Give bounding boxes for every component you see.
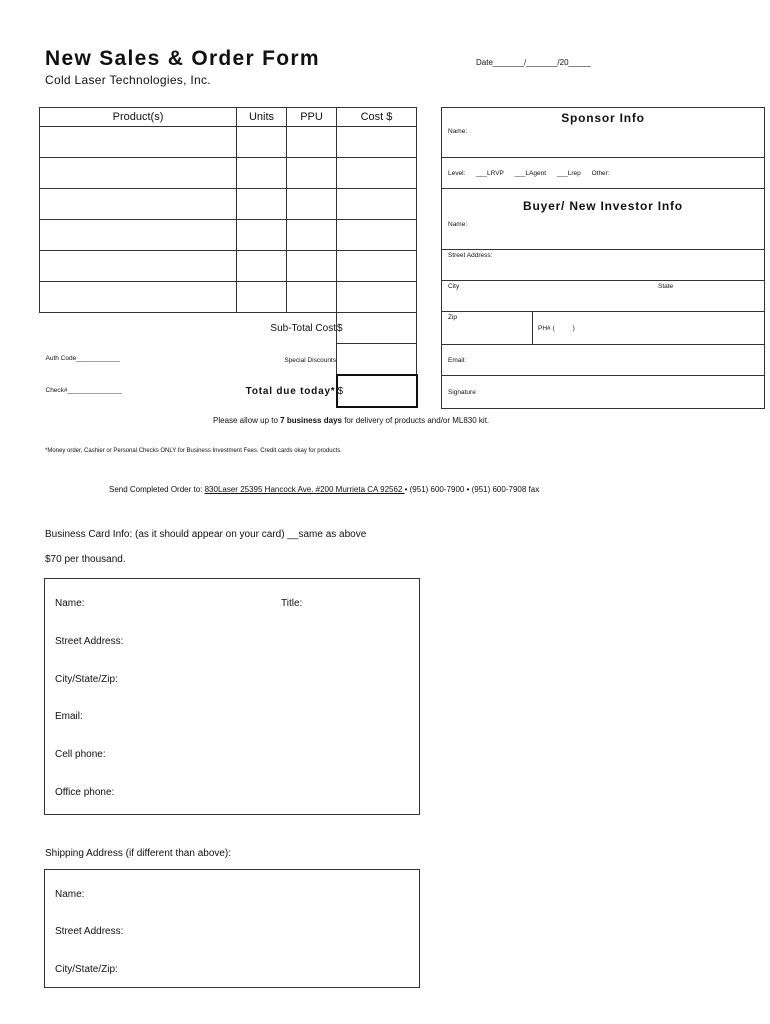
- bc-title-field[interactable]: Title:: [281, 598, 303, 609]
- cost-cell[interactable]: [337, 251, 417, 282]
- cost-cell[interactable]: [337, 127, 417, 158]
- ppu-cell[interactable]: [287, 251, 337, 282]
- ship-city-field[interactable]: City/State/Zip:: [55, 964, 118, 975]
- column-header-cost: Cost $: [337, 108, 417, 127]
- product-row: [40, 127, 417, 158]
- buyer-name-field[interactable]: Name:: [448, 221, 468, 228]
- total-row: [40, 375, 337, 407]
- ship-name-field[interactable]: Name:: [55, 889, 85, 900]
- units-cell[interactable]: [237, 189, 287, 220]
- units-cell[interactable]: [237, 158, 287, 189]
- sponsor-level-field[interactable]: Level: ___LRVP ___LAgent ___Lrep Other:: [448, 170, 610, 177]
- units-cell[interactable]: [237, 251, 287, 282]
- form-title: New Sales & Order Form: [45, 47, 320, 70]
- ppu-cell[interactable]: [287, 127, 337, 158]
- product-row: [40, 251, 417, 282]
- sponsor-level-row: [442, 158, 764, 189]
- mailing-address: 830Laser 25395 Hancock Ave. #200 Murrieta CA 92562: [204, 485, 405, 494]
- bc-street-field[interactable]: Street Address:: [55, 636, 124, 647]
- buyer-zip-field[interactable]: Zip: [448, 314, 458, 321]
- bc-email-field[interactable]: Email:: [55, 711, 83, 722]
- sponsor-name-row: [442, 108, 764, 158]
- product-cell[interactable]: [40, 220, 237, 251]
- shipping-intro: Shipping Address (if different than above):: [45, 848, 232, 859]
- sponsor-name-field[interactable]: Name:: [448, 128, 468, 135]
- bc-name-field[interactable]: Name:: [55, 598, 85, 609]
- business-card-price: $70 per thousand.: [45, 554, 126, 565]
- cost-cell[interactable]: [337, 189, 417, 220]
- discounts-label: Special Discounts: [284, 356, 336, 364]
- buyer-street-field[interactable]: Street Address:: [448, 252, 493, 259]
- ppu-cell[interactable]: [287, 282, 337, 313]
- company-name: Cold Laser Technologies, Inc.: [45, 73, 211, 87]
- buyer-signature-row: [442, 376, 764, 408]
- products-table: [39, 107, 418, 408]
- buyer-email-row: [442, 345, 764, 376]
- buyer-name-row: [442, 189, 764, 250]
- column-header-units: Units: [237, 108, 287, 127]
- buyer-state-field[interactable]: State: [658, 283, 674, 290]
- buyer-heading: Buyer/ New Investor Info: [523, 199, 683, 213]
- total-field[interactable]: $: [337, 375, 417, 407]
- shipping-box: [44, 869, 420, 988]
- units-cell[interactable]: [237, 220, 287, 251]
- sponsor-buyer-panel: [441, 107, 765, 409]
- column-header-ppu: PPU: [287, 108, 337, 127]
- column-header-products: Product(s): [40, 108, 237, 127]
- ppu-cell[interactable]: [287, 189, 337, 220]
- units-cell[interactable]: [237, 127, 287, 158]
- product-cell[interactable]: [40, 189, 237, 220]
- buyer-city-field[interactable]: City: [448, 283, 460, 290]
- subtotal-field[interactable]: $: [337, 313, 417, 344]
- auth-code-field[interactable]: Auth Code____________: [45, 354, 120, 362]
- discounts-row: [40, 344, 337, 376]
- product-cell[interactable]: [40, 282, 237, 313]
- total-label: Total due today*: [245, 385, 336, 397]
- subtotal-label: Sub-Total Cost: [270, 322, 336, 334]
- bc-office-field[interactable]: Office phone:: [55, 787, 115, 798]
- ppu-cell[interactable]: [287, 158, 337, 189]
- buyer-email-field[interactable]: Email:: [448, 357, 467, 364]
- business-card-intro: Business Card Info: (as it should appear on your card) __same as above: [45, 529, 367, 540]
- ppu-cell[interactable]: [287, 220, 337, 251]
- discounts-field[interactable]: [337, 344, 417, 376]
- buyer-street-row: [442, 250, 764, 281]
- ship-street-field[interactable]: Street Address:: [55, 926, 124, 937]
- bc-city-field[interactable]: City/State/Zip:: [55, 674, 118, 685]
- bc-cell-field[interactable]: Cell phone:: [55, 749, 106, 760]
- buyer-zip-row: [442, 312, 764, 345]
- product-row: [40, 158, 417, 189]
- product-row: [40, 220, 417, 251]
- product-cell[interactable]: [40, 158, 237, 189]
- buyer-city-row: [442, 281, 764, 312]
- send-order-note: Send Completed Order to: 830Laser 25395 Hancock Ave. #200 Murrieta CA 92562 • (951) 600-7900 • (951) 600-7908 fax: [109, 485, 540, 494]
- check-number-field[interactable]: Check#_______________: [45, 387, 122, 394]
- date-field[interactable]: Date_______/_______/20_____: [476, 58, 591, 67]
- sponsor-heading: Sponsor Info: [561, 111, 645, 125]
- delivery-note: Please allow up to 7 business days for delivery of products and/or ML830 kit.: [213, 416, 490, 425]
- buyer-phone-field[interactable]: PH# ( ): [538, 325, 575, 332]
- cost-cell[interactable]: [337, 282, 417, 313]
- product-row: [40, 282, 417, 313]
- cost-cell[interactable]: [337, 158, 417, 189]
- buyer-signature-field[interactable]: Signature: [448, 389, 476, 396]
- business-card-box: [44, 578, 420, 815]
- product-cell[interactable]: [40, 127, 237, 158]
- cost-cell[interactable]: [337, 220, 417, 251]
- product-cell[interactable]: [40, 251, 237, 282]
- units-cell[interactable]: [237, 282, 287, 313]
- payment-note: *Money order, Cashier or Personal Checks ONLY for Business Investment Fees. Credit cards okay for products.: [45, 448, 342, 454]
- product-row: [40, 189, 417, 220]
